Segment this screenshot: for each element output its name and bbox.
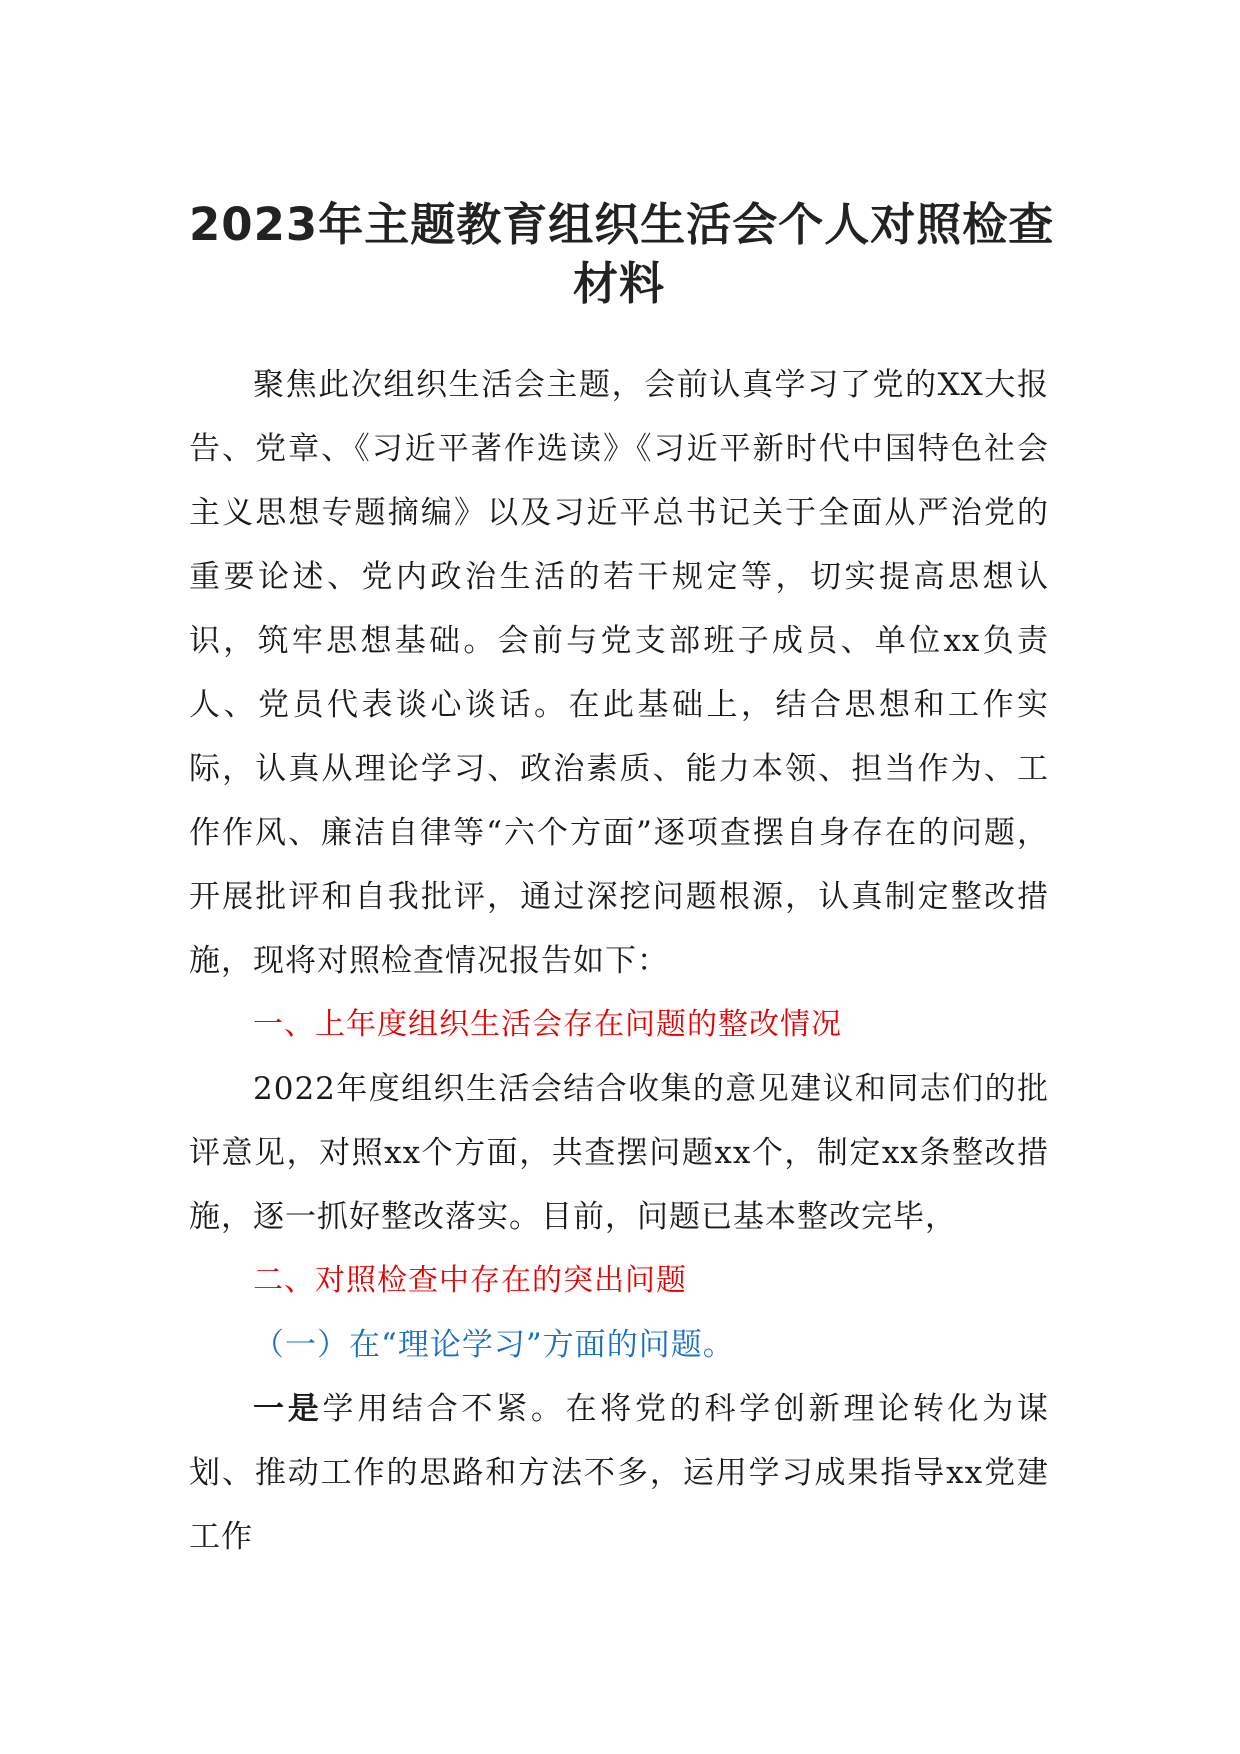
document-title-line-2: 材料 (572, 257, 665, 310)
point-1-paragraph (189, 1377, 1049, 1569)
section-1-heading: 一、上年度组织生活会存在问题的整改情况 (253, 1007, 842, 1042)
document-title (189, 195, 1055, 313)
subsection-1-heading: （一）在“理论学习”方面的问题。 (253, 1327, 735, 1363)
section-2-heading: 二、对照检查中存在的突出问题 (253, 1263, 687, 1298)
intro-paragraph: 聚焦此次组织生活会主题，会前认真学习了党的XX大报告、党章、《习近平著作选读》《习近平新时代中国特色社会主义思想专题摘编》以及习近平总书记关于全面从严治党的重要论述、党内政治生活的若干规定等，切实提高思想认识，筑牢思想基础。会前与党支部班子成员、单位xx负责人、党员代表谈心谈话。在此基础上，结合思想和工作实际，认真从理论学习、政治素质、能力本领、担当作为、工作作风、廉洁自律等“六个方面”逐项查摆自身存在的问题，开展批评和自我批评，通过深挖问题根源，认真制定整改措施，现将对照检查情况报告如下： (189, 367, 1049, 979)
section-1-paragraph: 2022年度组织生活会结合收集的意见建议和同志们的批评意见，对照xx个方面，共查摆问题xx个，制定xx条整改措施，逐一抓好整改落实。目前，问题已基本整改完毕， (189, 1071, 1049, 1235)
point-1-lead: 一是 (253, 1391, 323, 1427)
point-1-text: 学用结合不紧。在将党的科学创新理论转化为谋划、推动工作的思路和方法不多，运用学习成果指导xx党建工作 (189, 1391, 1050, 1555)
document-page (189, 195, 1055, 1569)
document-title-line-1: 2023年主题教育组织生活会个人对照检查 (189, 198, 1055, 251)
